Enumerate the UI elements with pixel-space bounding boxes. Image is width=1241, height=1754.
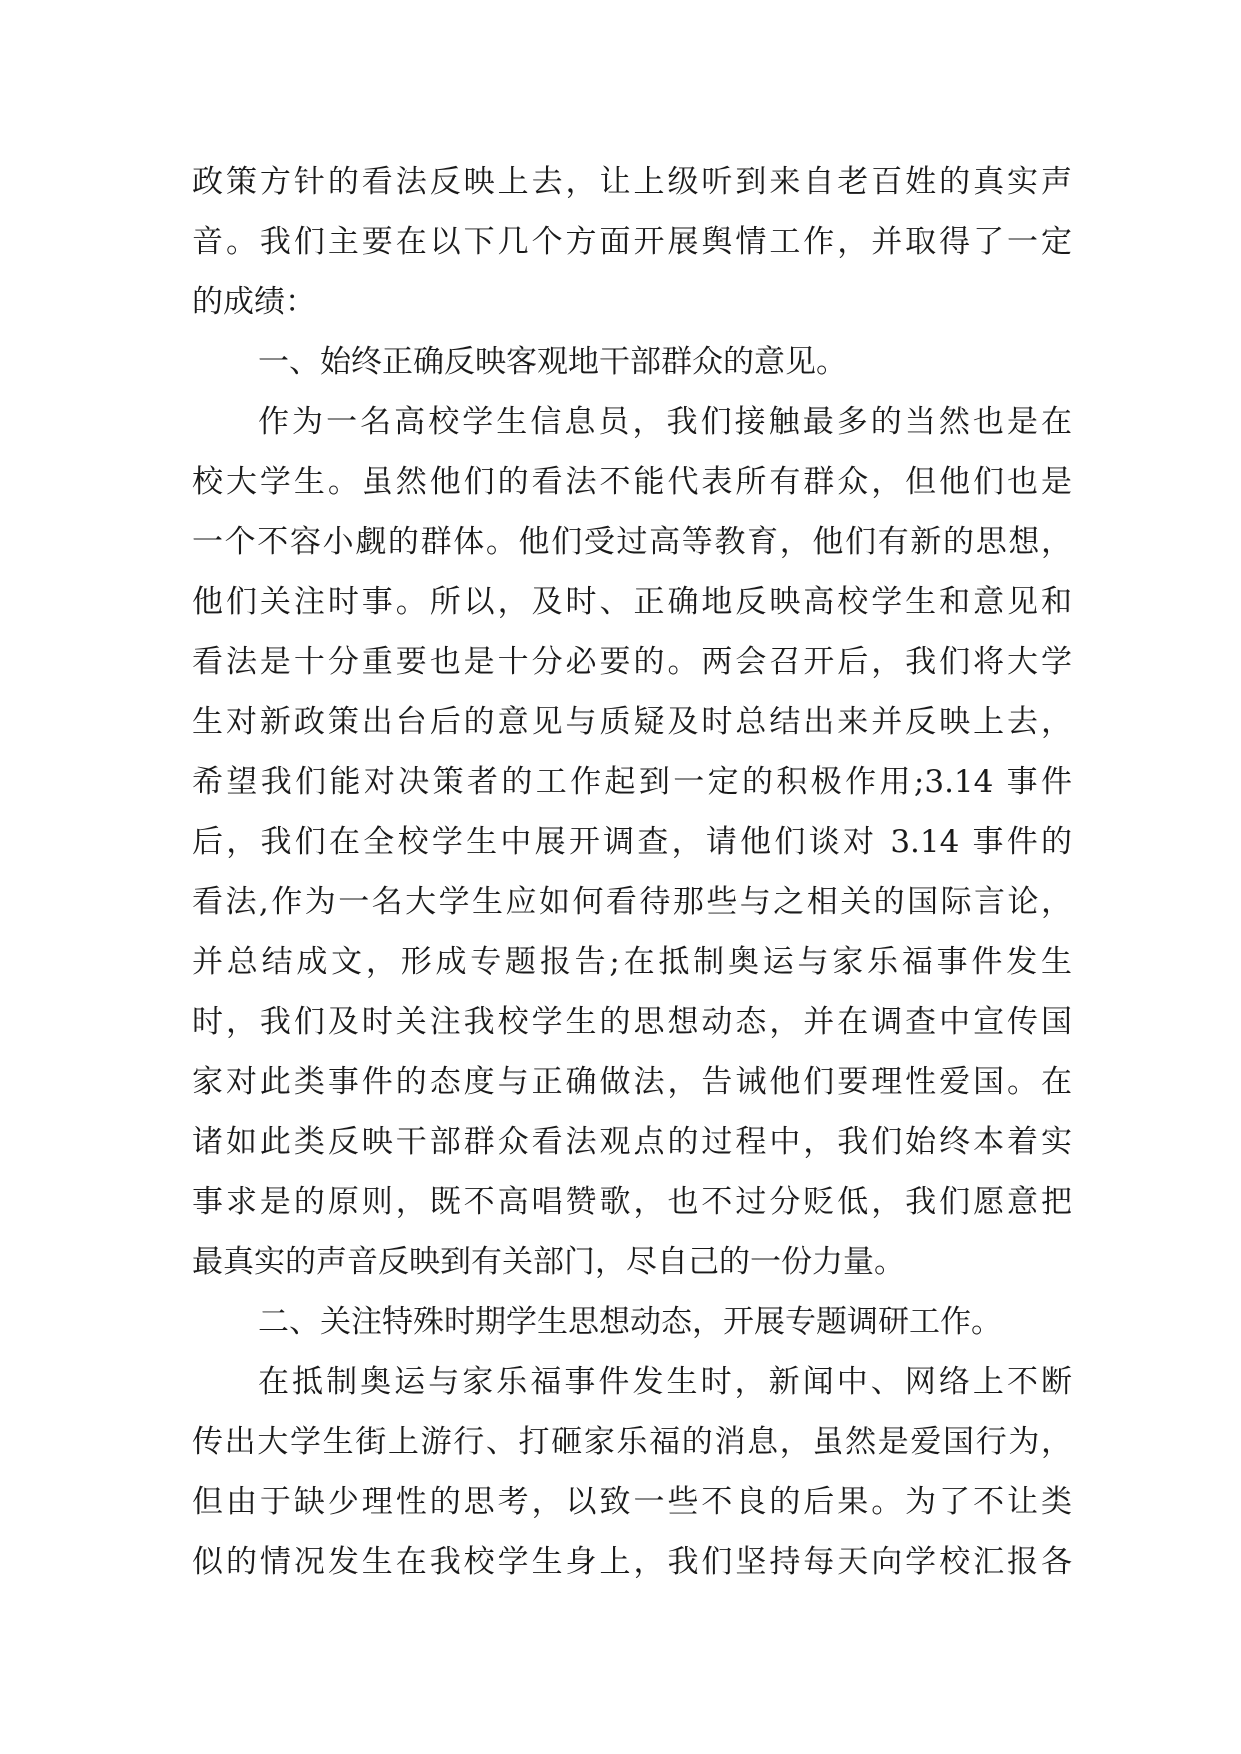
text-line: 的成绩： <box>192 284 316 320</box>
text-line: 诸如此类反映干部群众看法观点的过程中，我们始终本着实 <box>192 1124 1072 1160</box>
text-line: 并总结成文，形成专题报告;在抵制奥运与家乐福事件发生 <box>192 944 1072 980</box>
text-line: 二、关注特殊时期学生思想动态，开展专题调研工作。 <box>258 1304 1002 1340</box>
text-line: 音。我们主要在以下几个方面开展舆情工作，并取得了一定 <box>192 224 1072 260</box>
text-line: 但由于缺少理性的思考，以致一些不良的后果。为了不让类 <box>192 1484 1072 1520</box>
text-line: 他们关注时事。所以，及时、正确地反映高校学生和意见和 <box>192 584 1072 620</box>
text-line: 校大学生。虽然他们的看法不能代表所有群众，但他们也是 <box>192 464 1072 500</box>
body-text <box>192 152 1072 1592</box>
text-line: 看法是十分重要也是十分必要的。两会召开后，我们将大学 <box>192 644 1072 680</box>
text-line: 后，我们在全校学生中展开调查，请他们谈对 3.14 事件的 <box>192 824 1072 860</box>
text-line: 似的情况发生在我校学生身上，我们坚持每天向学校汇报各 <box>192 1544 1072 1580</box>
text-line: 一、始终正确反映客观地干部群众的意见。 <box>258 344 847 380</box>
text-line: 政策方针的看法反映上去，让上级听到来自老百姓的真实声 <box>192 164 1072 200</box>
text-line: 家对此类事件的态度与正确做法，告诫他们要理性爱国。在 <box>192 1064 1072 1100</box>
text-line: 事求是的原则，既不高唱赞歌，也不过分贬低，我们愿意把 <box>192 1184 1072 1220</box>
text-line: 在抵制奥运与家乐福事件发生时，新闻中、网络上不断 <box>258 1364 1072 1400</box>
text-line: 看法,作为一名大学生应如何看待那些与之相关的国际言论， <box>192 884 1072 920</box>
text-line: 一个不容小觑的群体。他们受过高等教育，他们有新的思想， <box>192 524 1072 560</box>
text-line: 传出大学生街上游行、打砸家乐福的消息，虽然是爱国行为， <box>192 1424 1072 1460</box>
text-line: 希望我们能对决策者的工作起到一定的积极作用;3.14 事件 <box>192 764 1072 800</box>
text-line: 作为一名高校学生信息员，我们接触最多的当然也是在 <box>258 404 1072 440</box>
text-line: 生对新政策出台后的意见与质疑及时总结出来并反映上去， <box>192 704 1072 740</box>
text-line: 时，我们及时关注我校学生的思想动态，并在调查中宣传国 <box>192 1004 1072 1040</box>
text-line: 最真实的声音反映到有关部门，尽自己的一份力量。 <box>192 1244 905 1280</box>
